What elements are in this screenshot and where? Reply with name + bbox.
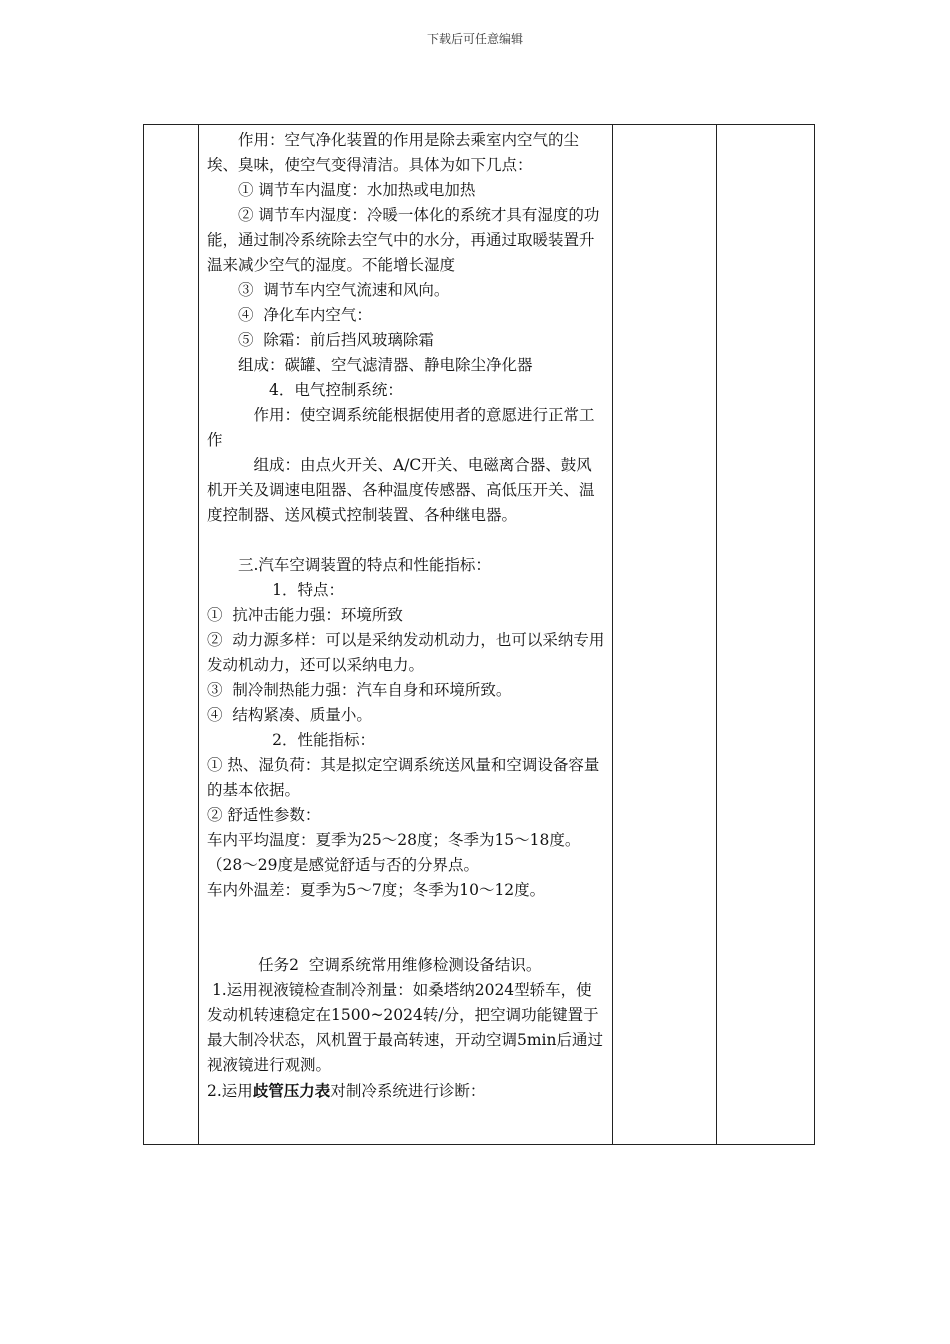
page-header: 下载后可任意编辑 xyxy=(426,32,523,46)
paragraph: ⑤ 除霜：前后挡风玻璃除霜 xyxy=(238,331,434,349)
section-heading: 三.汽车空调装置的特点和性能指标： xyxy=(238,556,491,574)
paragraph: ② 调节车内湿度：冷暖一体化的系统才具有湿度的功能，通过制冷系统除去空气中的水分，再通过取暖装置升温来减少空气的湿度。不能增长湿度 xyxy=(207,206,600,274)
paragraph: 组成：碳罐、空气滤清器、静电除尘净化器 xyxy=(238,356,533,374)
paragraph: 车内平均温度：夏季为25～28度；冬季为15～18度。（28～29度是感觉舒适与否的分界点。 xyxy=(207,831,581,874)
paragraph: 作用：空气净化装置的作用是除去乘室内空气的尘埃、臭味，使空气变得清洁。具体为如下几点： xyxy=(207,131,580,174)
paragraph: ④ 净化车内空气： xyxy=(238,306,372,324)
paragraph: ② 动力源多样：可以是采纳发动机动力，也可以采纳专用发动机动力，还可以采纳电力。 xyxy=(207,631,605,674)
column-divider-1 xyxy=(198,125,199,1144)
paragraph: 作用：使空调系统能根据使用者的意愿进行正常工作 xyxy=(207,406,595,449)
paragraph: 组成：由点火开关、A/C开关、电磁离合器、鼓风机开关及调速电阻器、各种温度传感器、高低压开关、温度控制器、送风模式控制装置、各种继电器。 xyxy=(207,456,595,524)
text-run: 对制冷系统进行诊断： xyxy=(330,1082,486,1100)
paragraph: ④ 结构紧凑、质量小。 xyxy=(207,706,372,724)
paragraph: ① 热、湿负荷：其是拟定空调系统送风量和空调设备容量的基本依据。 xyxy=(207,756,600,799)
paragraph: ③ 制冷制热能力强：汽车自身和环境所致。 xyxy=(207,681,512,699)
paragraph: 车内外温差：夏季为5～7度；冬季为10～12度。 xyxy=(207,881,546,899)
subsection-heading: 1．特点： xyxy=(272,581,344,599)
paragraph: ① 抗冲击能力强：环境所致 xyxy=(207,606,403,624)
paragraph xyxy=(207,1078,607,1104)
paragraph: 1.运用视液镜检查制冷剂量：如桑塔纳2024型轿车，使发动机转速稳定在1500~2024转/分，把空调功能键置于最大制冷状态，风机置于最高转速，开动空调5min后通过视液镜进行观测。 xyxy=(207,981,604,1074)
column-divider-2 xyxy=(612,125,613,1144)
bold-term: 歧管压力表 xyxy=(252,1081,331,1100)
paragraph: ③ 调节车内空气流速和风向。 xyxy=(238,281,450,299)
paragraph: ② 舒适性参数： xyxy=(207,806,321,824)
main-content-cell xyxy=(207,128,607,1104)
paragraph: ① 调节车内温度：水加热或电加热 xyxy=(238,181,476,199)
subsection-heading: 2．性能指标： xyxy=(272,731,375,749)
text-run: 2.运用 xyxy=(207,1082,253,1100)
column-divider-3 xyxy=(716,125,717,1144)
task-heading: 任务2 空调系统常用维修检测设备结识。 xyxy=(258,956,542,974)
section-heading: 4．电气控制系统： xyxy=(269,381,403,399)
